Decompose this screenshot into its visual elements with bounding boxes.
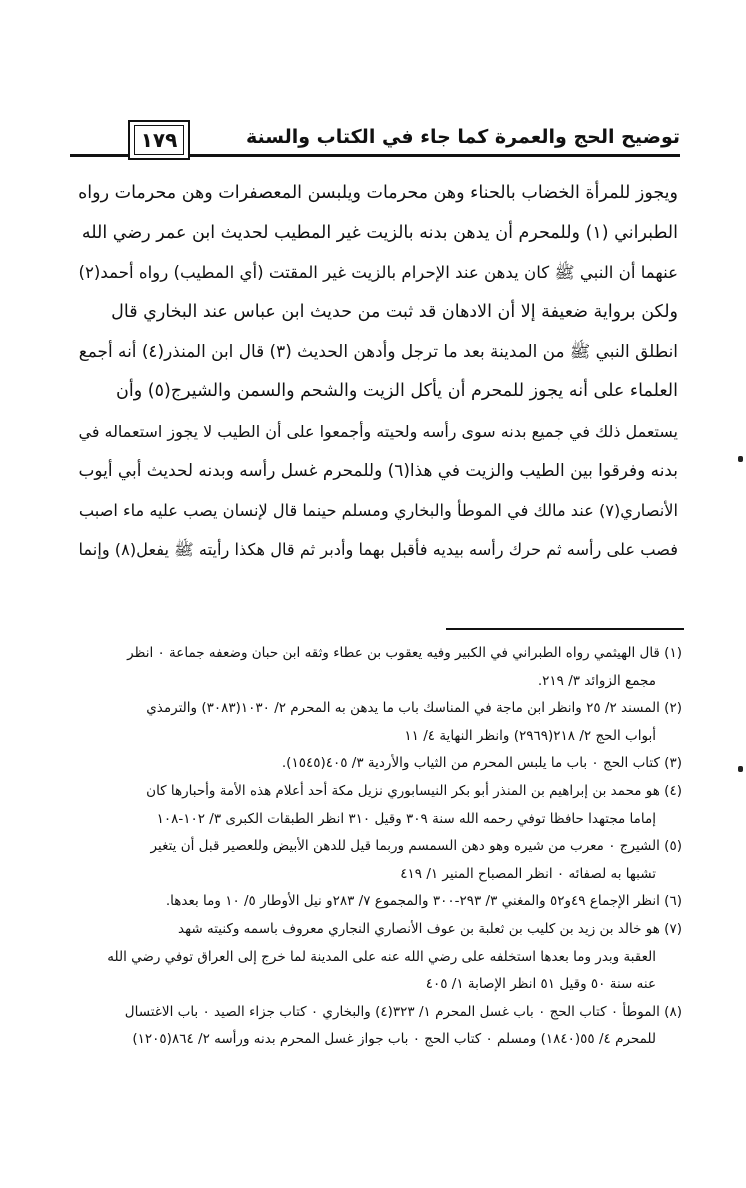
footnotes	[70, 640, 682, 1054]
footnote-line: (٥) الشيرج ٠ معرب من شيره وهو دهن السمسم وربما قيل للدهن الأبيض وللعصير قبل أن يتغير	[150, 838, 682, 855]
text-line: ويجوز للمرأة الخضاب بالحناء وهن محرمات ويلبسن المعصفرات وهن محرمات رواه	[78, 183, 678, 203]
text-line: عنهما أن النبي ﷺ كان يدهن عند الإحرام بالزيت غير المقتت (أي المطيب) رواه أحمد(٢)	[78, 263, 678, 283]
footnote-line: العقبة وبدر وما بعدها استخلفه على رضي الله عنه على المدينة لما خرج إلى العراق توفي رضي الله	[107, 948, 656, 965]
footnote-line: (٣) كتاب الحج ٠ باب ما يلبس المحرم من الثياب والأردية ٣/ ٤٠٥(١٥٤٥).	[281, 755, 682, 772]
running-title: توضيح الحج والعمرة كما جاء في الكتاب والسنة	[245, 126, 680, 148]
footnote-4	[70, 778, 682, 833]
text-line: بدنه وفرقوا بين الطيب والزيت في هذا(٦) وللمحرم غسل رأسه وبدنه لحديث أبي أيوب	[78, 460, 678, 481]
footnote-5	[70, 833, 682, 888]
text-line: يستعمل ذلك في جميع بدنه سوى رأسه ولحيته وأجمعوا على أن الطيب لا يجوز استعماله في	[78, 421, 678, 441]
text-line: الأنصاري(٧) عند مالك في الموطأ والبخاري ومسلم حينما قال لإنسان يصب عليه ماء اصبب	[78, 500, 678, 520]
footnote-line: (٤) هو محمد بن إبراهيم بن المنذر أبو بكر النيسابوري نزيل مكة أحد أعلام هذه الأمة وأحبارها كان	[146, 782, 682, 799]
footnote-line: عنه سنة ٥٠ وقيل ٥١ انظر الإصابة ١/ ٤٠٥	[425, 976, 656, 993]
footnote-line: (٢) المسند ٢/ ٢٥ وانظر ابن ماجة في المناسك باب ما يدهن به المحرم ٢/ ١٠٣٠(٣٠٨٣) والترمذي	[146, 700, 682, 717]
footnote-line: أبواب الحج ٢/ ٢١٨(٢٩٦٩) وانظر النهاية ٤/ ١١	[404, 727, 656, 744]
footnote-8	[70, 999, 682, 1054]
margin-mark	[738, 766, 743, 772]
page-number-box	[128, 120, 190, 160]
text-line: الطبراني (١) وللمحرم أن يدهن بدنه بالزيت غير المطيب لحديث ابن عمر رضي الله	[81, 222, 678, 243]
text-line: العلماء على أنه يجوز للمحرم أن يأكل الزيت والشحم والسمن والشيرج(٥) وأن	[116, 380, 678, 401]
text-line: انطلق النبي ﷺ من المدينة بعد ما ترجل وأدهن الحديث (٣) قال ابن المنذر(٤) أنه أجمع	[78, 341, 678, 362]
footnote-line: مجمع الزوائد ٣/ ٢١٩.	[537, 672, 656, 689]
footnote-1	[70, 640, 682, 695]
footnote-separator	[446, 628, 684, 630]
footnote-line: (٧) هو خالد بن زيد بن كليب بن ثعلبة بن عوف الأنصاري النجاري معروف باسمه وكنيته شهد	[178, 920, 682, 937]
footnote-6	[70, 888, 682, 916]
margin-mark	[738, 456, 743, 462]
text-line: ولكن برواية ضعيفة إلا أن الادهان قد ثبت من حديث ابن عباس عند البخاري قال	[111, 301, 678, 322]
footnote-7	[70, 916, 682, 999]
footnote-3	[70, 750, 682, 778]
footnote-2	[70, 695, 682, 750]
footnote-line: (١) قال الهيثمي رواه الطبراني في الكبير وفيه يعقوب بن عطاء وثقه ابن حبان وضعفه جماعة ٠ انظر	[127, 645, 682, 661]
footnote-line: للمحرم ٤/ ٥٥(١٨٤٠) ومسلم ٠ كتاب الحج ٠ باب جواز غسل المحرم بدنه ورأسه ٢/ ٨٦٤(١٢٠٥)	[132, 1031, 656, 1048]
footnote-line: تشبها به لصفائه ٠ انظر المصباح المنير ١/ ٤١٩	[400, 865, 656, 882]
page-header	[70, 112, 680, 166]
footnote-line: (٦) انظر الإجماع ٤٩و٥٢ والمغني ٣/ ٢٩٣-٣٠٠ والمجموع ٧/ ٢٨٣و نيل الأوطار ٥/ ١٠ وما بعدها.	[165, 893, 682, 910]
text-line: فصب على رأسه ثم حرك رأسه بيديه فأقبل بهما وأدبر ثم قال هكذا رأيته ﷺ يفعل(٨) وإنما	[78, 540, 678, 560]
page-number: ١٧٩	[134, 125, 184, 155]
footnote-line: إماما مجتهدا حافظا توفي رحمه الله سنة ٣٠٩ وقيل ٣١٠ انظر الطبقات الكبرى ٣/ ١٠٢-١٠٨	[156, 810, 656, 827]
main-text	[72, 174, 678, 570]
footnote-line: (٨) الموطأ ٠ كتاب الحج ٠ باب غسل المحرم ١/ ٣٢٣(٤) والبخاري ٠ كتاب جزاء الصيد ٠ باب الاغتسال	[124, 1003, 682, 1020]
